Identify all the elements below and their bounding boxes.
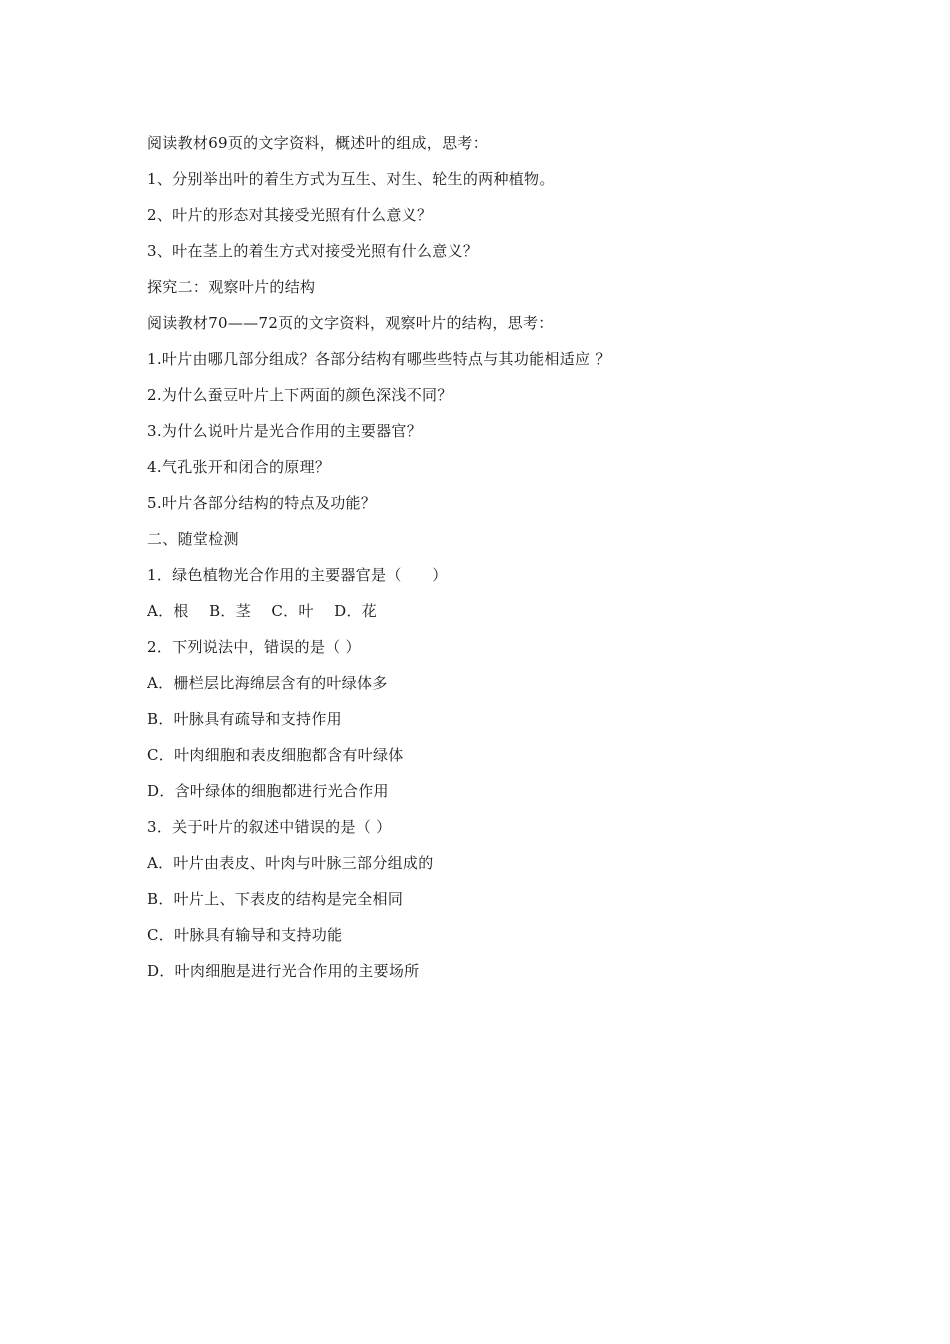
quiz-option: B．叶片上、下表皮的结构是完全相同: [147, 890, 404, 908]
quiz-option: B．叶脉具有疏导和支持作用: [147, 710, 342, 728]
quiz-option: A．栅栏层比海绵层含有的叶绿体多: [147, 674, 388, 692]
quiz-option: D．叶肉细胞是进行光合作用的主要场所: [147, 962, 420, 980]
quiz-option: D．含叶绿体的细胞都进行光合作用: [147, 782, 389, 800]
quiz-option: C．叶肉细胞和表皮细胞都含有叶绿体: [147, 746, 404, 764]
text-line: 阅读教材69页的文字资料，概述叶的组成，思考：: [147, 134, 488, 152]
question-line: 2、叶片的形态对其接受光照有什么意义？: [147, 206, 433, 224]
question-line: 3、叶在茎上的着生方式对接受光照有什么意义？: [147, 242, 479, 260]
quiz-question: 1．绿色植物光合作用的主要器官是（ ）: [147, 566, 448, 584]
question-line: 2.为什么蚕豆叶片上下两面的颜色深浅不同？: [147, 386, 453, 404]
document-body: [147, 125, 867, 989]
text-line: 阅读教材70——72页的文字资料，观察叶片的结构，思考：: [147, 314, 554, 332]
question-line: 1.叶片由哪几部分组成？各部分结构有哪些些特点与其功能相适应 ？: [147, 350, 611, 368]
question-line: 1、分别举出叶的着生方式为互生、对生、轮生的两种植物。: [147, 170, 555, 188]
quiz-question: 2．下列说法中，错误的是（ ）: [147, 638, 361, 656]
section-heading: 二、随堂检测: [147, 530, 239, 548]
quiz-option: C．叶脉具有输导和支持功能: [147, 926, 343, 944]
section-heading: 探究二：观察叶片的结构: [147, 278, 316, 296]
question-line: 3.为什么说叶片是光合作用的主要器官？: [147, 422, 423, 440]
quiz-option: A．叶片由表皮、叶肉与叶脉三部分组成的: [147, 854, 434, 872]
question-line: 4.气孔张开和闭合的原理？: [147, 458, 331, 476]
quiz-question: 3．关于叶片的叙述中错误的是（ ）: [147, 818, 392, 836]
question-line: 5.叶片各部分结构的特点及功能？: [147, 494, 377, 512]
quiz-options: A．根 B．茎 C．叶 D．花: [147, 602, 378, 620]
